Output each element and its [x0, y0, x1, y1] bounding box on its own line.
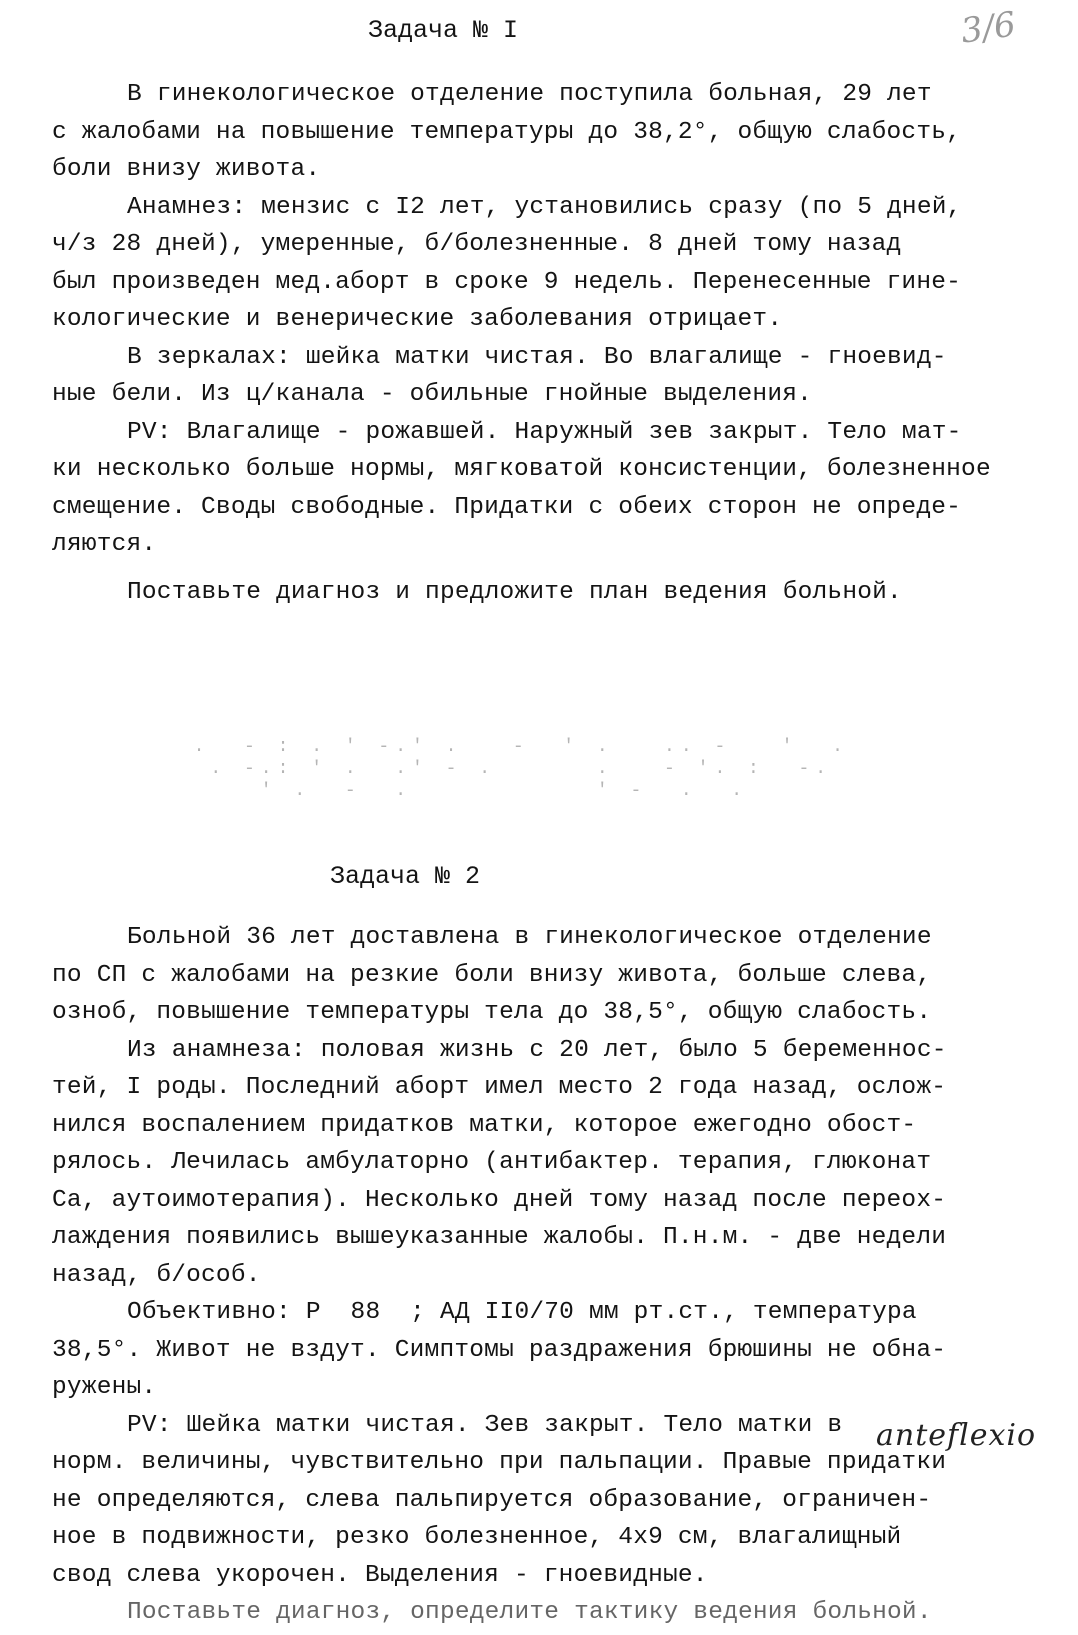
task2-line: Из анамнеза: половая жизнь с 20 лет, было 5 беременнос-: [127, 1036, 947, 1064]
task2-line: нился воспалением придатков матки, которое ежегодно обост-: [52, 1111, 917, 1139]
task2-line: Объективно: Р 88 ; АД II0/70 мм рт.ст., температура: [127, 1299, 917, 1326]
task2-line: назад, б/особ.: [52, 1261, 261, 1289]
task2-line: ное в подвижности, резко болезненное, 4х9 см, влагалищный: [52, 1524, 902, 1551]
task1-line: был произведен мед.аборт в сроке 9 недель. Перенесенные гине-: [52, 268, 962, 296]
task2-line: озноб, повышение температуры тела до 38,5°, общую слабость.: [52, 999, 932, 1026]
task1-line: Поставьте диагноз и предложите план ведения больной.: [127, 578, 902, 606]
task2-body: [52, 919, 1052, 1626]
task1-title: Задача № I: [368, 16, 519, 45]
task2-line: тей, I роды. Последний аборт имел место 2 года назад, ослож-: [52, 1074, 947, 1101]
handwritten-note: anteflexio: [876, 1418, 1037, 1453]
task2-line: рялось. Лечилась амбулаторно (антибактер. терапия, глюконат: [52, 1149, 932, 1176]
task1-line: ные бели. Из ц/канала - обильные гнойные выделения.: [52, 381, 813, 408]
task2-line: по СП с жалобами на резкие боли внизу живота, больше слева,: [52, 961, 932, 989]
task1-body: [52, 76, 1052, 611]
task2-title: Задача № 2: [330, 862, 481, 891]
task2-line: PV: Шейка матки чистая. Зев закрыт. Тело матки в: [127, 1411, 843, 1439]
task1-line: ч/з 28 дней), умеренные, б/болезненные. 8 дней тому назад: [52, 231, 902, 258]
task2-line: норм. величины, чувствительно при пальпации. Правые придатки: [52, 1449, 947, 1476]
task1-line: кологические и венерические заболевания отрицает.: [52, 306, 783, 333]
task2-line: Поставьте диагноз, определите тактику ведения больной.: [127, 1599, 932, 1626]
task1-line: PV: Влагалище - рожавшей. Наружный зев закрыт. Тело мат-: [127, 418, 962, 446]
task2-line: не определяются, слева пальпируется образование, ограничен-: [52, 1486, 932, 1514]
task1-line: В гинекологическое отделение поступила больная, 29 лет: [127, 81, 932, 108]
margin-note: 3/6: [958, 4, 1019, 52]
task1-line: В зеркалах: шейка матки чистая. Во влагалище - гноевид-: [127, 343, 947, 371]
task1-line: с жалобами на повышение температуры до 38,2°, общую слабость,: [52, 118, 962, 146]
task2-line: Больной 36 лет доставлена в гинекологическое отделение: [127, 924, 932, 951]
task2-line: Са, аутоимотерапия). Несколько дней тому назад после переох-: [52, 1186, 947, 1214]
task2-line: свод слева укорочен. Выделения - гноевидные.: [52, 1561, 708, 1589]
task1-line: ляются.: [52, 531, 157, 558]
task1-line: смещение. Своды свободные. Придатки с обеих сторон не опреде-: [52, 493, 962, 521]
task2-line: 38,5°. Живот не вздут. Симптомы раздражения брюшины не обна-: [52, 1336, 947, 1364]
task2-line: лаждения появились вышеуказанные жалобы. П.н.м. - две недели: [52, 1224, 947, 1251]
scan-noise: . - : . ' -.' . - ' . .. - ' . . -.: ' . .' - . . - '. : -. ' . - . ' - . .: [193, 737, 849, 801]
task1-line: ки несколько больше нормы, мягковатой консистенции, болезненное: [52, 456, 991, 483]
task1-line: боли внизу живота.: [52, 156, 321, 183]
task1-line: Анамнез: мензис с I2 лет, установились сразу (по 5 дней,: [127, 193, 962, 221]
task2-line: ружены.: [52, 1374, 157, 1401]
